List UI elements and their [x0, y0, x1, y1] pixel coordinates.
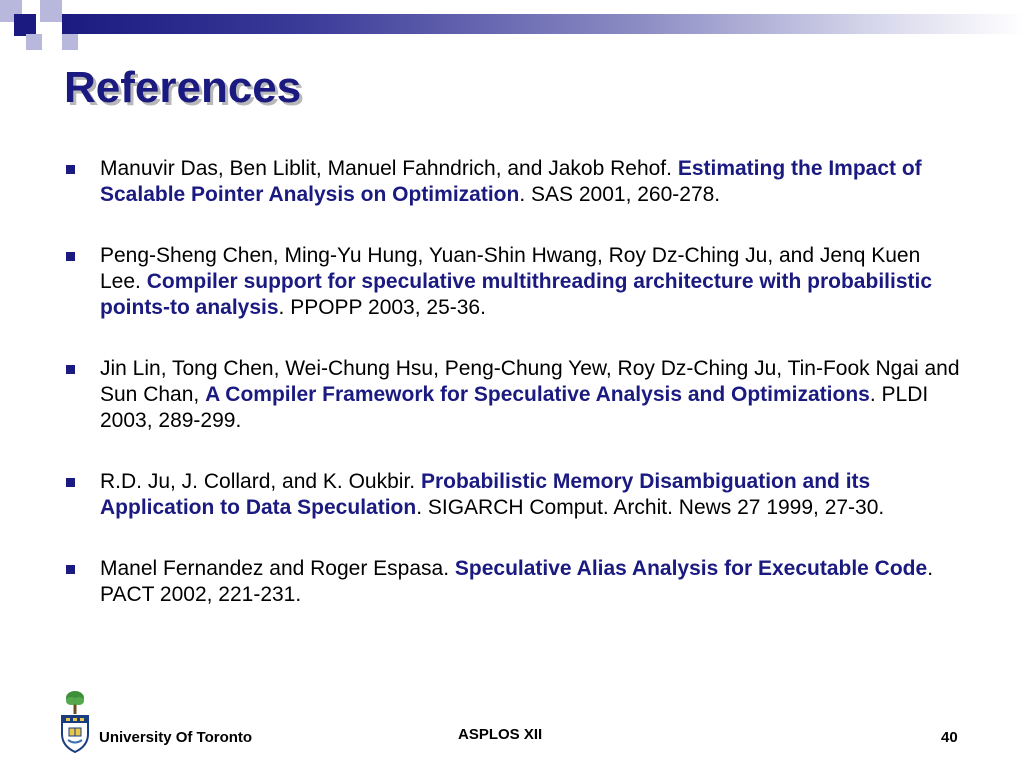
- reference-item: [66, 469, 966, 521]
- reference-venue: . PPOPP 2003, 25-36.: [278, 296, 486, 319]
- header-gradient-bar: [62, 14, 1024, 34]
- reference-venue: . SAS 2001, 260-278.: [519, 183, 721, 206]
- reference-title: Speculative Alias Analysis for Executable Code: [454, 557, 928, 580]
- reference-title: Estimating the Impact of Scalable Pointer Analysis on Optimization: [100, 157, 922, 206]
- reference-title: A Compiler Framework for Speculative Analysis and Optimizations: [205, 383, 870, 406]
- decor-square-light: [62, 34, 78, 50]
- reference-title: Compiler support for speculative multithreading architecture with probabilistic points-to analysis: [100, 270, 933, 319]
- reference-authors: Peng-Sheng Chen, Ming-Yu Hung, Yuan-Shin Hwang, Roy Dz-Ching Ju, and Jenq Kuen Lee.: [100, 244, 921, 293]
- reference-authors: Manel Fernandez and Roger Espasa.: [100, 557, 455, 580]
- footer-conference: ASPLOS XII: [458, 726, 543, 743]
- decor-square-light: [40, 0, 62, 22]
- bullet-icon: [66, 365, 75, 374]
- reference-authors: R.D. Ju, J. Collard, and K. Oukbir.: [100, 470, 421, 493]
- reference-authors: Jin Lin, Tong Chen, Wei-Chung Hsu, Peng-Chung Yew, Roy Dz-Ching Ju, Tin-Fook Ngai and Sun Chan,: [100, 357, 960, 406]
- reference-item: [66, 356, 966, 434]
- decor-square-light: [26, 34, 42, 50]
- reference-list: [66, 156, 966, 643]
- reference-venue: . PACT 2002, 221-231.: [100, 557, 934, 606]
- reference-authors: Manuvir Das, Ben Liblit, Manuel Fahndrich, and Jakob Rehof.: [100, 157, 678, 180]
- slide-title: References: [64, 63, 302, 112]
- reference-venue: . PLDI 2003, 289-299.: [100, 383, 929, 432]
- reference-item: [66, 156, 966, 208]
- bullet-icon: [66, 165, 75, 174]
- decor-square-dark: [14, 14, 36, 36]
- reference-venue: . SIGARCH Comput. Archit. News 27 1999, 27-30.: [416, 496, 885, 519]
- slide-number: 40: [941, 729, 958, 746]
- university-crest-icon: [58, 690, 92, 754]
- reference-title: Probabilistic Memory Disambiguation and its Application to Data Speculation: [100, 470, 871, 519]
- bullet-icon: [66, 565, 75, 574]
- reference-item: [66, 556, 966, 608]
- footer-institution: University Of Toronto: [99, 729, 253, 746]
- bullet-icon: [66, 478, 75, 487]
- reference-item: [66, 243, 966, 321]
- bullet-icon: [66, 252, 75, 261]
